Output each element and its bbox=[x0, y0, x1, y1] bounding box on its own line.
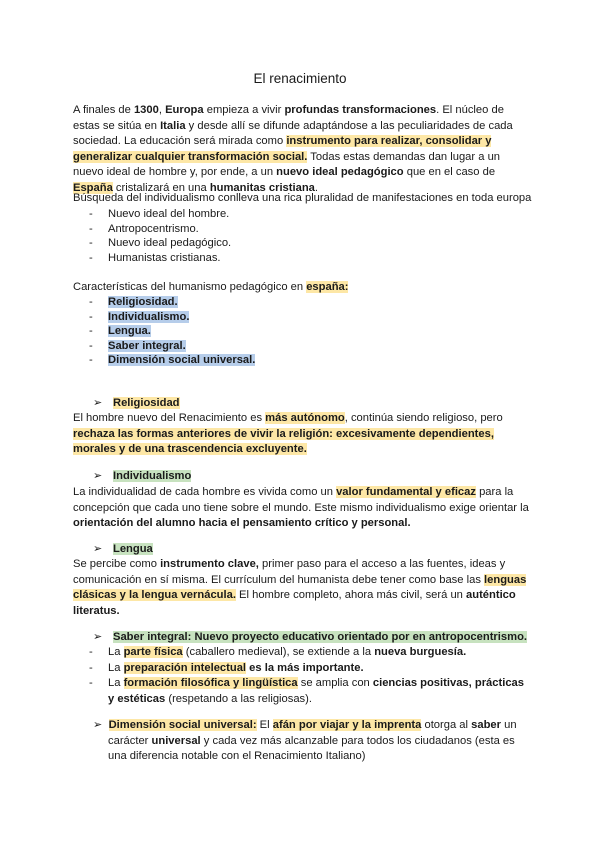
arrow-icon: ➢ bbox=[93, 470, 103, 482]
lengua-paragraph: Se percibe como instrumento clave, primer paso para el acceso a las fuentes, ideas y comunicación en sí misma. El currículum del humanista debe tener como base las lenguas clásicas y la lengua vernácula. El hombre completo, ahora más civil, será un auténtico literatus. bbox=[73, 558, 527, 617]
list-item: - Religiosidad. bbox=[73, 295, 533, 310]
section-heading-saber-integral: ➢ Saber integral: Nuevo proyecto educativo orientado por en antropocentrismo. bbox=[73, 630, 533, 646]
search-line: Búsqueda del individualismo conlleva una rica pluralidad de manifestaciones en toda europa bbox=[73, 192, 532, 204]
document-title: El renacimiento bbox=[253, 71, 347, 86]
list-item: - Nuevo ideal del hombre. bbox=[73, 207, 533, 222]
section-heading-lengua: ➢ Lengua bbox=[73, 542, 533, 558]
list-item: - La formación filosófica y lingüística se amplia con ciencias positivas, prácticas y estéticas (respetando a las religiosas). bbox=[89, 677, 524, 705]
arrow-icon: ➢ bbox=[93, 397, 103, 409]
list-item: - Saber integral. bbox=[73, 339, 533, 354]
individualismo-paragraph: La individualidad de cada hombre es vivida como un valor fundamental y eficaz para la concepción que cada uno tiene sobre el mundo. Este mismo individualismo exige orientar la orientación del alumno hacia el pensamiento crítico y personal. bbox=[73, 486, 529, 529]
list-item: - Nuevo ideal pedagógico. bbox=[73, 236, 533, 251]
list-item: - Humanistas cristianas. bbox=[73, 251, 533, 266]
list-item: - Individualismo. bbox=[73, 310, 533, 325]
arrow-icon: ➢ bbox=[93, 543, 103, 555]
highlight-instrumento: instrumento para realizar, consolidar y generalizar cualquier transformación social. bbox=[73, 135, 492, 163]
list-item: - Antropocentrismo. bbox=[73, 222, 533, 237]
characteristics-list bbox=[73, 295, 533, 368]
dimension-paragraph: ➢ Dimensión social universal: El afán por viajar y la imprenta otorga al saber un carácter universal y cada vez más alcanzable para todos los ciudadanos (esta es una diferencia notable con el Renacimiento Italiano) bbox=[93, 719, 517, 762]
characteristics-intro: Características del humanismo pedagógico en españa: bbox=[73, 281, 349, 293]
intro-paragraph: A finales de 1300, Europa empieza a vivir profundas transformaciones. El núcleo de estas se sitúa en Italia y desde allí se difunde adaptándose a las peculiaridades de cada sociedad. La educación será mirada como instrumento para realizar, consolidar y generalizar cualquier transformación social. Todas estas demandas dan lugar a un nuevo ideal de hombre y, por ende, a un nuevo ideal pedagógico que en el caso de España cristalizará en una humanitas cristiana. bbox=[73, 104, 513, 194]
list-item: - La preparación intelectual es la más importante. bbox=[89, 661, 364, 674]
section-heading-religiosidad: ➢ Religiosidad bbox=[73, 396, 533, 412]
list-item: - Lengua. bbox=[73, 324, 533, 339]
section-heading-individualismo: ➢ Individualismo bbox=[73, 469, 533, 485]
arrow-icon: ➢ bbox=[93, 631, 103, 643]
religiosidad-paragraph: El hombre nuevo del Renacimiento es más autónomo, continúa siendo religioso, pero rechaza las formas anteriores de vivir la religión: excesivamente dependientes, morales y de una trascendencia excluyente. bbox=[73, 412, 503, 455]
arrow-icon: ➢ bbox=[93, 719, 103, 731]
list-item: - La parte física (caballero medieval), se extiende a la nueva burguesía. bbox=[89, 646, 467, 658]
saber-integral-list bbox=[73, 645, 533, 707]
highlight-espana: España bbox=[73, 181, 113, 194]
ideals-list bbox=[73, 207, 533, 265]
list-item: - Dimensión social universal. bbox=[73, 353, 533, 368]
